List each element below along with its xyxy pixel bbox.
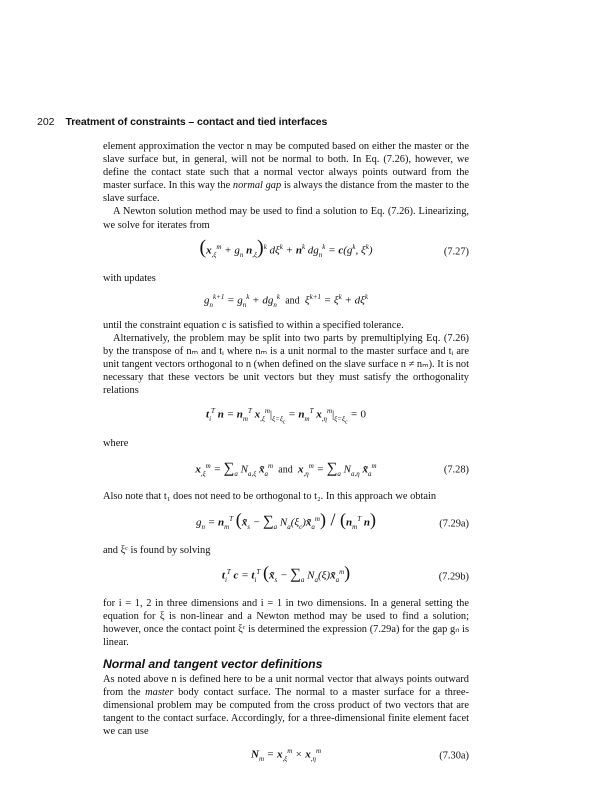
equation-number: (7.27) (443, 246, 469, 258)
paragraph: until the constraint equation c is satisfied to within a specified tolerance. (103, 319, 404, 331)
page-body (103, 140, 469, 773)
equation-7-28: $x_{,\xi}^m = \sum_a$ $N_{a,\xi}$ $x̃_a^m$ and $x_{,\eta}^m = \sum_a$ $N_{a,\eta}$ $x̃_a^m$ (7.28) (195, 460, 469, 478)
equation-7-30a: $N_m = x_{,\xi}^m \times x_{,\eta}^m$ (7.30a) (251, 747, 469, 763)
equation-number: (7.29b) (438, 571, 469, 583)
equation-orthogonality: $t_i^T$ $n = n_m^T$ $x_{,\xi}^m|_{\xi=\xi_c} = n_m^T$ $x_{,\eta}^m|_{\xi=\xi_c} = 0$ (206, 407, 366, 426)
section-heading: Normal and tangent vector definitions (103, 656, 323, 671)
paragraph: A Newton solution method may be used to find a solution to Eq. (7.26). Linearizing, we solve for iterates from (103, 206, 469, 231)
equation-number: (7.28) (443, 464, 469, 476)
equation-updates: $g_n^{k+1} = g_n^k + dg_n^k$ and $\xi^{k+1} = \xi^k + d\xi^k$ (204, 293, 368, 310)
paragraph: Alternatively, the problem may be split into two parts by premultiplying Eq. (7.26) by the transpose of nₘ and tᵢ where nₘ is a unit normal to the master surface and tᵢ are unit tangent vectors orthogonal to n (when defined on the slave surface n ≠ nₘ). It is not necessary that these vectors be unit vectors but they must satisfy the orthogonality relations (103, 332, 469, 397)
equation-7-27 (103, 238, 469, 266)
equation-content: ($x_{,\xi}^m + g_n$ $n_{,\xi})^k$ $d\xi^k + n^k$ $dg_n^k = c(g^k$, $\xi^k$) (199, 236, 373, 260)
equation-number: (7.30a) (439, 749, 469, 761)
paragraph: Also note that t₁ does not need to be orthogonal to t₂. In this approach we obtain (103, 491, 437, 503)
paragraph: element approximation the vector n may be computed based on either the master or the slave surface but, in general, will not be normal to both. In Eq. (7.26), however, we define the contact state such that a normal vector always points outward from the master surface. In this way the normal gap is always the distance from the master to the slave surface. (103, 141, 469, 205)
paragraph: and ξᶜ is found by solving (103, 544, 211, 556)
paragraph: for i = 1, 2 in three dimensions and i = 1 in two dimensions. In a general setting the equation for ξ is non-linear and a Newton method may be used to find a solution; however, once the contact point ξᶜ is determined the expression (7.29a) for the gap gₙ is linear. (103, 597, 469, 648)
running-title: Treatment of constraints – contact and tied interfaces (65, 116, 328, 128)
paragraph: where (103, 438, 129, 450)
equation-number: (7.29a) (439, 517, 469, 529)
paragraph: As noted above n is defined here to be a unit normal vector that always points outward from the master body contact surface. The normal to a master surface for a three-dimensional problem may be computed from the cross product of two vectors that are tangent to the contact surface. Accordingly, for a three-dimensional finite element facet we can use (103, 674, 469, 738)
paragraph: with updates (103, 272, 156, 284)
page-number: 202 (37, 116, 55, 128)
running-header (37, 116, 327, 128)
equation-7-29b: $t_i^T$ $c = t_i^T$ ($x̃_s - \sum_a$ $N_a(\xi)x̃_a^m$) (7.29b) (221, 562, 469, 584)
equation-7-29a: $g_n = n_m^T$ ($x̃_s - \sum_a$ $N_a(\xi_c)x̃_a^m) / (n_m^T$ n) (7.29a) (196, 509, 469, 531)
